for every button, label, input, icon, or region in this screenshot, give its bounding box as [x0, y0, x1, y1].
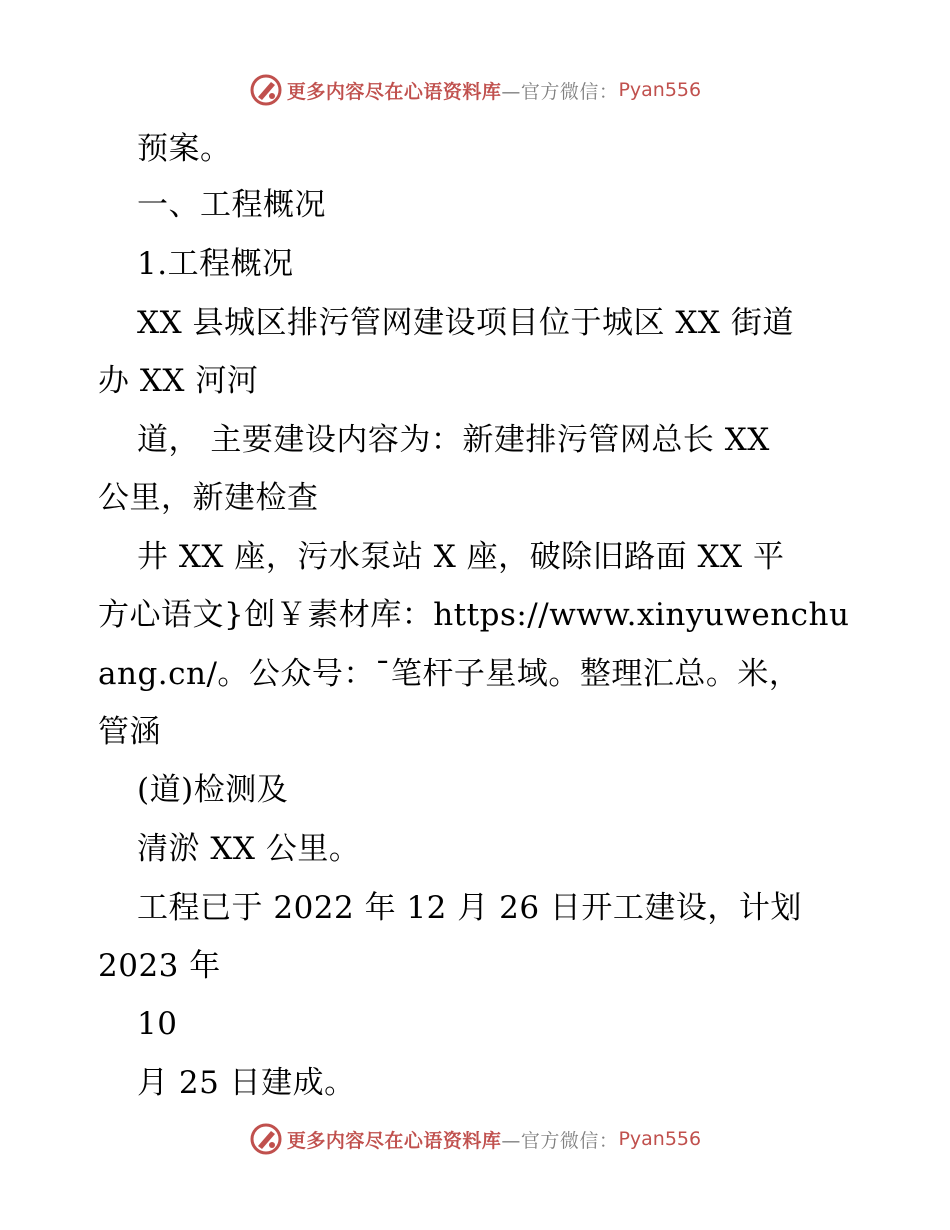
text-line: 工程已于 2022 年 12 月 26 日开工建设，计划 — [137, 890, 802, 926]
text-line: (道)检测及 — [137, 772, 289, 808]
section-heading: 一、工程概况 — [137, 187, 326, 223]
text-line: ang.cn/。公众号：¯笔杆子星域。整理汇总。米， — [98, 656, 801, 692]
text-line: 办 XX 河河 — [98, 363, 259, 399]
text-line: 预案。 — [137, 131, 232, 167]
subsection-heading: 1.工程概况 — [137, 246, 294, 282]
text-line: 2023 年 — [98, 948, 221, 984]
banner-text-wechat-label: —官方微信： — [501, 1129, 619, 1152]
banner-text-library: 更多内容尽在心语资料库 — [286, 80, 502, 103]
footer-watermark-banner — [0, 1119, 950, 1159]
banner-text-wechat-id: Pyan556 — [618, 79, 702, 101]
text-line: 管涵 — [98, 714, 161, 750]
banner-text-wechat-id: Pyan556 — [618, 1128, 702, 1150]
pen-circle-logo-icon — [249, 1122, 283, 1156]
header-watermark-banner — [0, 70, 950, 110]
text-line: XX 县城区排污管网建设项目位于城区 XX 街道 — [137, 305, 794, 341]
text-line: 井 XX 座，污水泵站 X 座，破除旧路面 XX 平 — [137, 539, 785, 575]
banner-text-wechat-label: —官方微信： — [501, 80, 619, 103]
text-line: 清淤 XX 公里。 — [137, 831, 361, 867]
banner-text-library: 更多内容尽在心语资料库 — [286, 1129, 502, 1152]
text-line: 月 25 日建成。 — [137, 1065, 356, 1101]
text-line: 10 — [137, 1006, 178, 1042]
pen-circle-logo-icon — [249, 73, 283, 107]
text-line: 公里，新建检查 — [98, 480, 319, 516]
text-line: 道， 主要建设内容为：新建排污管网总长 XX — [137, 422, 770, 458]
text-line: 方心语文}创￥素材库：https://www.xinyuwenchu — [98, 597, 850, 633]
